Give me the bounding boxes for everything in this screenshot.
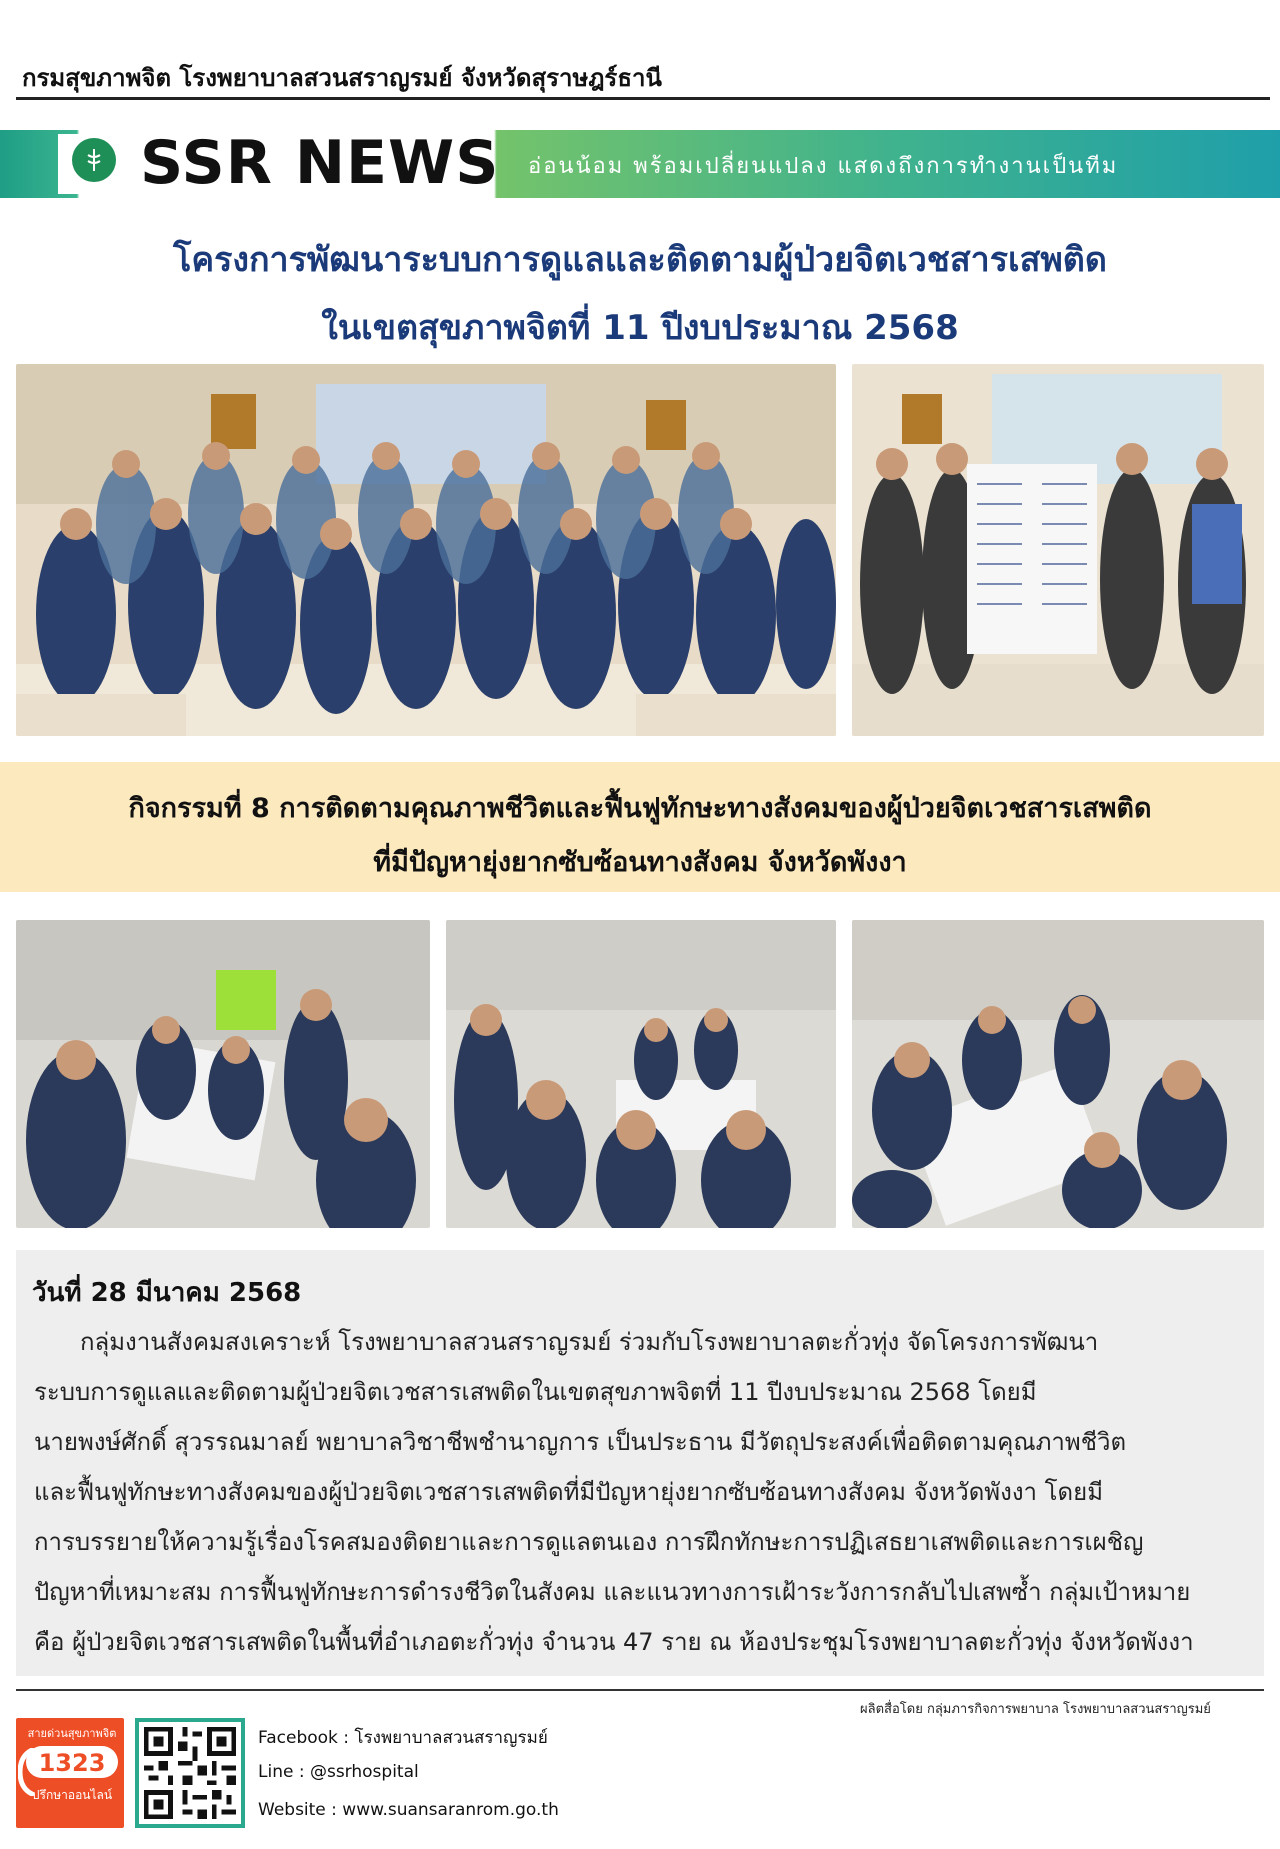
article-date: วันที่ 28 มีนาคม 2568: [32, 1278, 302, 1308]
article-panel: [16, 1250, 1264, 1676]
article-line: ระบบการดูแลและติดตามผู้ป่วยจิตเวชสารเสพติดในเขตสุขภาพจิตที่ 11 ปีงบประมาณ 2568 โดยมี: [34, 1378, 1037, 1406]
workshop-photo-2: [446, 920, 836, 1228]
workshop-photo-1: [16, 920, 430, 1228]
activity-title-line-2: ที่มีปัญหายุ่งยากซับซ้อนทางสังคม จังหวัดพังงา: [373, 847, 907, 878]
article-line: กลุ่มงานสังคมสงเคราะห์ โรงพยาบาลสวนสราญรมย์ ร่วมกับโรงพยาบาลตะกั่วทุ่ง จัดโครงการพัฒนา: [80, 1328, 1099, 1356]
workshop-photo-3: [852, 920, 1264, 1228]
article-line: และฟื้นฟูทักษะทางสังคมของผู้ป่วยจิตเวชสารเสพติดที่มีปัญหายุ่งยากซับซ้อนทางสังคม จังหวัดพังงา โดยมี: [34, 1478, 1104, 1506]
flipchart-photo: [852, 364, 1264, 736]
article-line: คือ ผู้ป่วยจิตเวชสารเสพติดในพื้นที่อำเภอตะกั่วทุ่ง จำนวน 47 ราย ณ ห้องประชุมโรงพยาบาลตะกั่วทุ่ง จังหวัดพังงา: [34, 1628, 1194, 1656]
production-credit: ผลิตสื่อโดย กลุ่มภารกิจการพยาบาล โรงพยาบาลสวนสราญรมย์: [860, 1702, 1211, 1717]
article-line: ปัญหาที่เหมาะสม การฟื้นฟูทักษะการดำรงชีวิตในสังคม และแนวทางการเฝ้าระวังการกลับไปเสพซ้ำ กลุ่มเป้าหมาย: [34, 1578, 1191, 1606]
banner-slogan: อ่อนน้อม พร้อมเปลี่ยนแปลง แสดงถึงการทำงานเป็นทีม: [528, 154, 1119, 179]
line-contact[interactable]: Line : @ssrhospital: [258, 1762, 419, 1782]
facebook-contact[interactable]: Facebook : โรงพยาบาลสวนสราญรมย์: [258, 1728, 548, 1748]
brand-title: SSR NEWS: [140, 128, 500, 198]
header-divider: [16, 97, 1270, 100]
article-line: นายพงษ์ศักดิ์ สุวรรณมาลย์ พยาบาลวิชาชีพชำนาญการ เป็นประธาน มีวัตถุประสงค์เพื่อติดตามคุณภาพชีวิต: [34, 1428, 1127, 1456]
caduceus-icon: [84, 149, 104, 171]
department-header: กรมสุขภาพจิต โรงพยาบาลสวนสราญรมย์ จังหวัดสุราษฎร์ธานี: [22, 64, 662, 92]
qr-code-icon[interactable]: [135, 1718, 245, 1828]
footer-divider: [16, 1689, 1264, 1691]
hotline-label: สายด่วนสุขภาพจิต: [27, 1727, 117, 1740]
article-line: การบรรยายให้ความรู้เรื่องโรคสมองติดยาและการดูแลตนเอง การฝึกทักษะการปฏิเสธยาเสพติดและการเผชิญ: [34, 1528, 1144, 1556]
project-title-line-2: ในเขตสุขภาพจิตที่ 11 ปีงบประมาณ 2568: [321, 308, 959, 348]
website-link[interactable]: Website : www.suansaranrom.go.th: [258, 1800, 559, 1820]
activity-title-line-1: กิจกรรมที่ 8 การติดตามคุณภาพชีวิตและฟื้นฟูทักษะทางสังคมของผู้ป่วยจิตเวชสารเสพติด: [128, 793, 1152, 824]
project-title-line-1: โครงการพัฒนาระบบการดูแลและติดตามผู้ป่วยจิตเวชสารเสพติด: [173, 240, 1107, 280]
hotline-number: 1323: [38, 1749, 106, 1777]
group-photo: [16, 364, 836, 736]
hotline-online-label: ปรึกษาออนไลน์: [31, 1788, 113, 1802]
